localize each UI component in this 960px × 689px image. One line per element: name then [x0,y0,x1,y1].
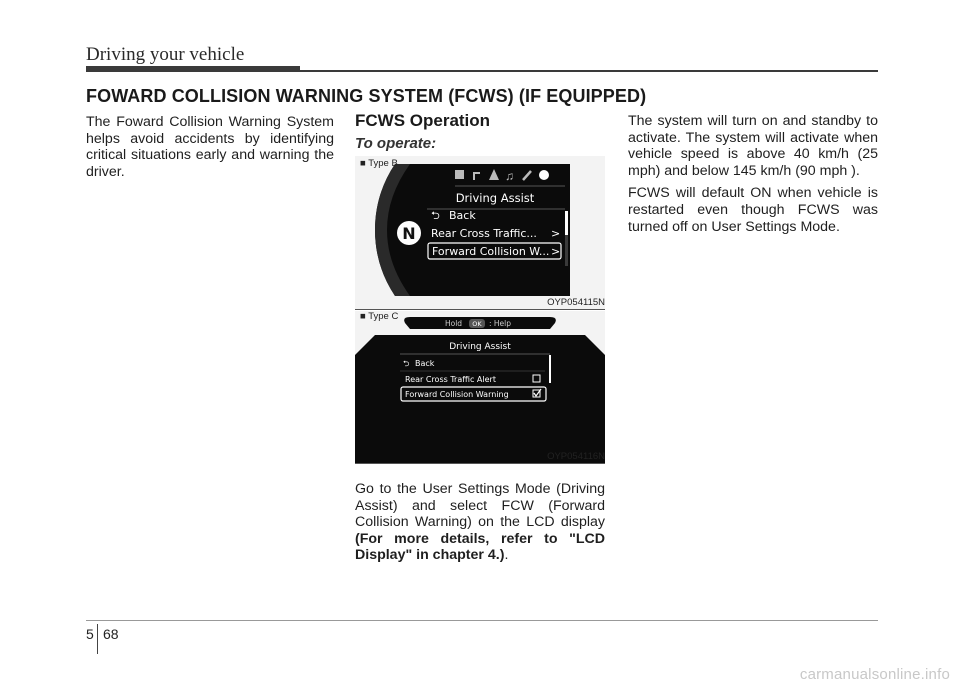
figure-type-c [355,311,605,463]
operation-instruction [355,481,605,564]
screen-title: Driving Assist [455,191,535,205]
menu-item-back: Back [449,209,476,222]
instruction-reference: (For more details, refer to "LCD Display" in chapter 4.) [355,530,605,564]
menu-item-back-c: Back [415,359,435,368]
figure-c-label: ■ Type C [360,311,399,322]
type-b-screen [355,156,605,310]
screen-title-c: Driving Assist [449,342,511,352]
instruction-end: . [504,547,509,564]
figure-b-label: ■ Type B [360,158,398,169]
figure-b-rule [355,309,605,310]
right-column [628,113,878,241]
header-rule-thin [300,70,878,72]
instruction-text: Go to the User Settings Mode (Driving Assist) and select FCW (Forward Collision Warning) on the LCD display [355,481,605,531]
operation-subtitle: To operate: [355,135,437,152]
back-arrow-icon: ⮌ [403,359,410,368]
footer-rule [86,620,878,621]
back-arrow-icon: ⮌ [431,209,440,222]
menu-item-forward-collision: Forward Collision W... [432,245,550,258]
section-title: FOWARD COLLISION WARNING SYSTEM (FCWS) (IF EQUIPPED) [86,86,647,106]
chevron-right-icon: > [551,245,561,258]
default-on-paragraph: FCWS will default ON when vehicle is restarted even though FCWS was turned off on User Settings Mode. [628,185,878,235]
chapter-header: Driving your vehicle [86,44,245,65]
menu-item-rear-cross-c: Rear Cross Traffic Alert [405,375,496,384]
page-number-divider [97,624,98,654]
chapter-number: 5 [86,626,94,642]
menu-item-rear-cross: Rear Cross Traffic... [431,227,537,240]
page-number: 68 [103,626,119,642]
menu-item-forward-collision-c: Forward Collision Warning [405,390,509,399]
gear-indicator: N [402,224,416,243]
hint-suffix: : Help [489,319,512,328]
ok-key-icon: OK [472,320,482,328]
intro-paragraph: The Foward Collision Warning System helps avoid accidents by identifying critical situations early and warning the driver. [86,114,334,180]
header-rule-thick [86,66,300,72]
figure-b-code: OYP054115N [547,297,605,308]
chevron-right-icon: > [551,227,561,240]
figure-c-rule [355,463,605,464]
figure-c-code: OYP054116N [547,451,605,462]
operation-title: FCWS Operation [355,111,491,130]
hint-prefix: Hold [445,319,463,328]
svg-text:♫: ♫ [505,169,514,183]
watermark: carmanualsonline.info [799,666,950,683]
figure-type-b [355,156,605,310]
type-c-screen [355,311,605,463]
activation-paragraph: The system will turn on and standby to activate. The system will activate when vehicle speed is above 40 km/h (25 mph) and below 145 km/h (90 mph ). [628,113,878,179]
